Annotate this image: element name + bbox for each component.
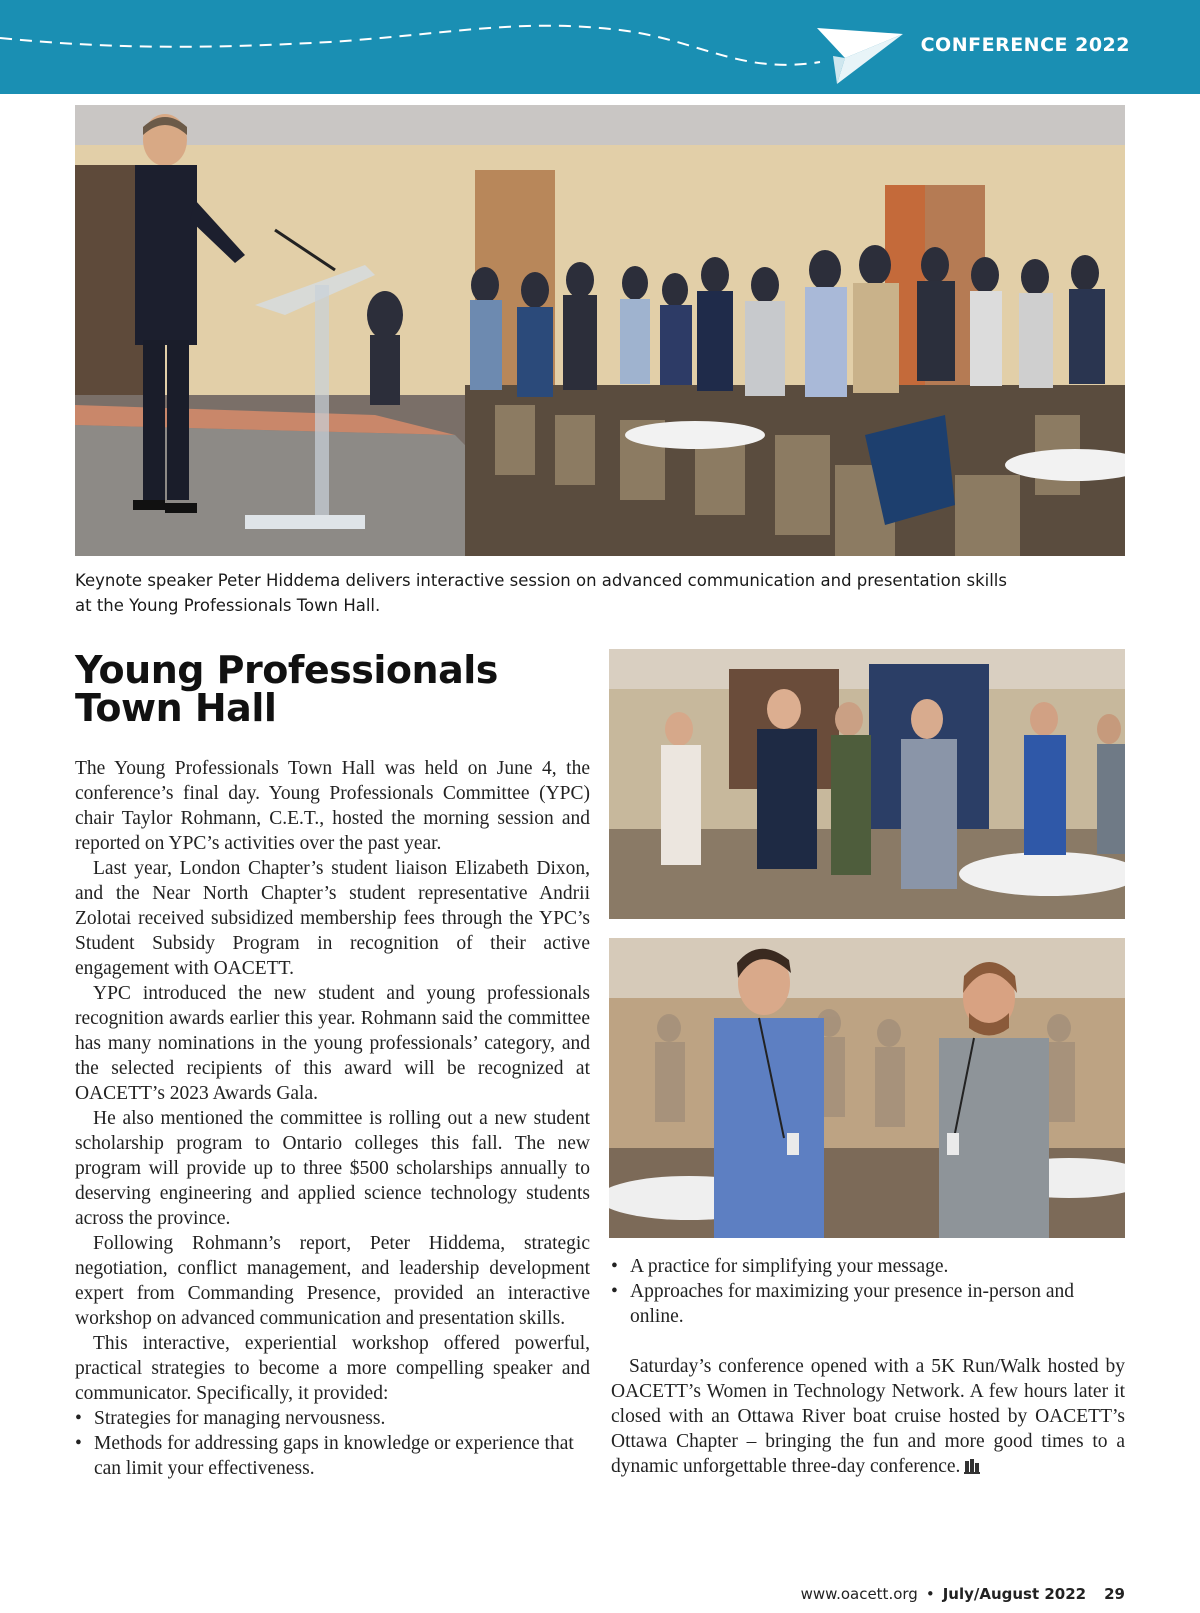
article-title-line-1: Young Professionals	[75, 648, 498, 692]
workshop-benefits-list	[75, 1406, 590, 1481]
end-of-article-icon	[964, 1458, 980, 1474]
article-column-right	[611, 1254, 1125, 1479]
article-paragraph: Following Rohmann’s report, Peter Hiddema, strategic negotiation, conflict management, and leadership development expert from Commanding Presence, provided an interactive workshop on advanced communication and presentation skills.	[75, 1233, 590, 1329]
article-paragraph: The Young Professionals Town Hall was held on June 4, the conference’s final day. Young Professionals Committee (YPC) chair Taylor Rohmann, C.E.T., hosted the morning session and reported on YPC’s activities over the past year.	[75, 758, 590, 854]
page-footer	[801, 1585, 1125, 1603]
footer-issue: July/August 2022	[942, 1585, 1087, 1603]
list-item: • A practice for simplifying your message.	[611, 1254, 1125, 1279]
article-paragraph: YPC introduced the new student and young professionals recognition awards earlier this year. Rohmann said the committee has many nominations in the young professionals’ category, and the selected recipients of this award will be recognized at OACETT’s 2023 Awards Gala.	[75, 983, 590, 1104]
footer-url: www.oacett.org	[800, 1585, 918, 1603]
paper-airplane-icon	[815, 18, 905, 88]
photo-caption	[75, 568, 1075, 618]
list-item: • Methods for addressing gaps in knowledge or experience that can limit your effectiveness.	[75, 1431, 590, 1481]
article-column-left	[75, 756, 590, 1481]
keynote-photo	[75, 105, 1125, 556]
header-band	[0, 0, 1200, 94]
article-paragraph: This interactive, experiential workshop offered powerful, practical strategies to become a more compelling speaker and communicator. Specifically, it provided:	[75, 1333, 590, 1404]
footer-separator: •	[925, 1585, 935, 1603]
list-item: • Approaches for maximizing your presence in-person and online.	[611, 1279, 1125, 1329]
list-item: • Strategies for managing nervousness.	[75, 1406, 590, 1431]
section-title: CONFERENCE 2022	[920, 34, 1130, 56]
caption-line-1: Keynote speaker Peter Hiddema delivers interactive session on advanced communication and presentation skills	[75, 571, 1007, 590]
page-number: 29	[1104, 1585, 1125, 1603]
caption-line-2: at the Young Professionals Town Hall.	[75, 596, 381, 615]
article-title	[75, 648, 575, 730]
article-paragraph: Last year, London Chapter’s student liaison Elizabeth Dixon, and the Near North Chapter’s student representative Andrii Zolotai received subsidized membership fees through the YPC’s Student Subsidy Program in recognition of their active engagement with OACETT.	[75, 858, 590, 979]
networking-photo	[609, 649, 1125, 919]
article-paragraph: He also mentioned the committee is rolling out a new student scholarship program to Ontario colleges this fall. The new program will provide up to three $500 scholarships annually to deserving engineering and applied science technology students across the province.	[75, 1108, 590, 1229]
article-title-line-2: Town Hall	[75, 686, 277, 730]
workshop-benefits-list-continued	[611, 1254, 1125, 1329]
article-paragraph-closing	[611, 1354, 1125, 1479]
spacer	[611, 1329, 1125, 1354]
conversation-photo	[609, 938, 1125, 1238]
closing-text: Saturday’s conference opened with a 5K Run/Walk hosted by OACETT’s Women in Technology Network. A few hours later it closed with an Ottawa River boat cruise hosted by OACETT’s Ottawa Chapter – bringing the fun and more good times to a dynamic unforgettable three-day conference.	[611, 1356, 1125, 1477]
